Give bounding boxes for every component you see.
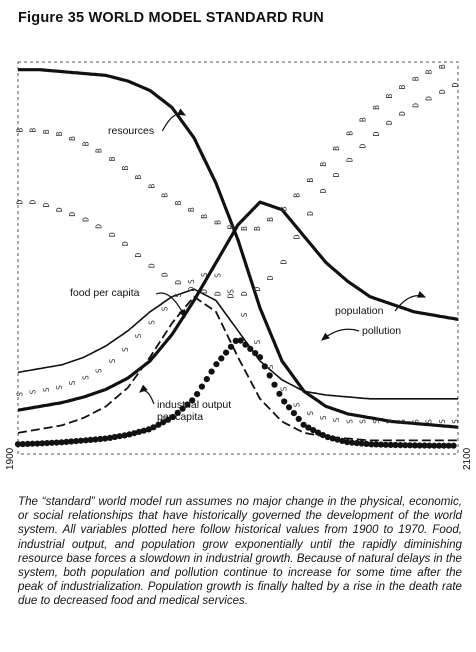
series-b-marker: B bbox=[41, 129, 51, 135]
series-b-marker: B bbox=[81, 141, 91, 147]
series-pollution-point bbox=[204, 376, 210, 382]
series-b-marker: B bbox=[398, 84, 408, 90]
series-s-marker: S bbox=[253, 339, 262, 345]
series-b-marker: B bbox=[94, 148, 104, 154]
series-b-marker: B bbox=[292, 192, 302, 198]
series-pollution-point bbox=[213, 361, 219, 367]
series-s-marker: S bbox=[187, 279, 196, 285]
annotation-resources-label: resources bbox=[108, 125, 155, 137]
series-b-marker: B bbox=[55, 131, 64, 137]
series-b-marker: B bbox=[279, 206, 289, 212]
series-pollution-point bbox=[281, 398, 287, 404]
series-b-marker: B bbox=[437, 64, 447, 70]
figure-title: Figure 35 WORLD MODEL STANDARD RUN bbox=[18, 10, 324, 26]
annotation-per-capita-label: per capita bbox=[157, 411, 204, 423]
series-s-marker: S bbox=[107, 358, 117, 364]
series-pollution-point bbox=[271, 382, 277, 388]
series-d-marker: D bbox=[305, 211, 315, 216]
annotation-population-arrow bbox=[395, 296, 425, 311]
series-d-marker: D bbox=[226, 293, 236, 299]
series-s-marker: S bbox=[411, 419, 421, 424]
series-pollution-point bbox=[252, 350, 258, 356]
series-pollution-point bbox=[286, 404, 292, 410]
series-d-marker: D bbox=[437, 89, 447, 95]
series-s-marker: S bbox=[15, 391, 25, 397]
letter-marker-layer bbox=[15, 64, 460, 449]
series-b-marker: B bbox=[371, 105, 381, 110]
series-s-marker: S bbox=[173, 292, 183, 298]
series-s-marker: S bbox=[345, 419, 355, 424]
series-b-marker: B bbox=[213, 220, 223, 225]
series-pollution-point bbox=[291, 410, 297, 416]
series-d-marker: D bbox=[15, 199, 25, 205]
series-d-marker: D bbox=[134, 252, 144, 258]
annotation-pollution-arrow bbox=[322, 329, 359, 340]
series-d-marker: D bbox=[385, 120, 394, 126]
annotation-population-label: population bbox=[335, 305, 384, 317]
annotation-food-per-capita-label: food per capita bbox=[70, 287, 140, 299]
series-d-marker: D bbox=[358, 143, 368, 149]
series-s-marker: S bbox=[319, 415, 328, 421]
series-pollution-point bbox=[296, 416, 302, 422]
series-b-marker: B bbox=[134, 174, 144, 180]
series-b-marker: B bbox=[226, 224, 236, 230]
series-s-marker: S bbox=[81, 375, 91, 381]
series-s-marker: S bbox=[28, 389, 38, 395]
series-pollution-point bbox=[242, 342, 248, 348]
series-b-marker: B bbox=[345, 130, 355, 136]
series-s-marker: S bbox=[371, 419, 381, 424]
series-pollution-point bbox=[218, 355, 224, 361]
series-d-marker: D bbox=[345, 157, 355, 163]
series-d-marker: D bbox=[41, 202, 51, 208]
series-d-marker: D bbox=[319, 188, 328, 194]
series-d-marker: D bbox=[94, 223, 104, 229]
series-d-marker: D bbox=[292, 234, 302, 240]
series-d-marker: D bbox=[160, 272, 170, 278]
series-pollution-point bbox=[223, 350, 229, 356]
series-s-marker: S bbox=[134, 333, 144, 339]
series-d-marker: D bbox=[266, 275, 276, 281]
series-b-marker: B bbox=[200, 214, 210, 219]
x-axis-end-label: 2100 bbox=[462, 447, 473, 470]
series-pollution-point bbox=[194, 391, 200, 397]
series-s-marker: S bbox=[94, 368, 104, 374]
series-b-marker: B bbox=[239, 226, 249, 232]
series-s-marker: S bbox=[266, 364, 276, 370]
series-b-marker: B bbox=[424, 69, 434, 75]
series-b-marker: B bbox=[160, 192, 170, 198]
series-d-marker: D bbox=[424, 96, 434, 101]
series-b-marker: B bbox=[15, 127, 25, 133]
series-pollution-point bbox=[257, 354, 263, 360]
series-d-marker: D bbox=[187, 286, 196, 292]
series-s-marker: S bbox=[147, 319, 157, 325]
series-s-marker: S bbox=[385, 419, 394, 424]
series-s-marker: S bbox=[398, 419, 408, 424]
x-axis-start-label: 1900 bbox=[5, 447, 16, 470]
series-d-marker: D bbox=[81, 217, 91, 222]
series-s-marker: S bbox=[279, 386, 289, 392]
series-s-marker: S bbox=[68, 380, 78, 386]
series-s-marker: S bbox=[200, 272, 210, 278]
series-d-marker: D bbox=[55, 207, 64, 213]
series-b-marker: B bbox=[385, 93, 394, 99]
series-s-marker: S bbox=[213, 273, 223, 278]
series-industrial-output-per-capita-line bbox=[18, 297, 458, 441]
series-b-marker: B bbox=[107, 156, 117, 162]
series-pollution-point bbox=[247, 346, 253, 352]
series-b-marker: B bbox=[332, 145, 342, 151]
series-s-marker: S bbox=[332, 417, 342, 423]
series-d-marker: D bbox=[107, 232, 117, 238]
series-b-marker: B bbox=[28, 127, 38, 133]
series-pollution-point bbox=[238, 338, 244, 344]
series-s-marker: S bbox=[358, 419, 368, 424]
series-d-marker: D bbox=[121, 241, 130, 247]
annotation-industrial-output-label: industrial output bbox=[157, 399, 232, 411]
series-pollution-point bbox=[267, 372, 273, 378]
series-d-marker: D bbox=[253, 286, 262, 292]
series-d-marker: D bbox=[451, 82, 460, 88]
annotation-industrial-output-arrow bbox=[140, 391, 154, 405]
series-b-marker: B bbox=[305, 177, 315, 183]
series-b-marker: B bbox=[358, 117, 368, 123]
series-s-marker: S bbox=[451, 419, 460, 424]
series-pollution-point bbox=[199, 384, 205, 390]
annotation-pollution-label: pollution bbox=[362, 325, 402, 337]
series-d-marker: D bbox=[239, 291, 249, 297]
series-d-marker: D bbox=[68, 211, 78, 217]
series-d-marker: D bbox=[332, 172, 342, 178]
series-pollution-point bbox=[451, 443, 457, 449]
series-b-marker: B bbox=[319, 161, 328, 167]
series-s-marker: S bbox=[239, 312, 249, 318]
series-s-marker: S bbox=[424, 419, 434, 424]
series-s-marker: S bbox=[55, 385, 64, 390]
series-d-marker: D bbox=[173, 279, 183, 285]
series-d-marker: D bbox=[398, 111, 408, 117]
series-s-marker: S bbox=[160, 306, 170, 312]
series-d-marker: D bbox=[200, 288, 210, 294]
series-b-marker: B bbox=[68, 136, 78, 142]
series-d-marker: D bbox=[411, 102, 421, 108]
series-s-marker: S bbox=[292, 402, 302, 408]
series-b-marker: B bbox=[147, 183, 157, 189]
series-s-marker: S bbox=[226, 288, 236, 294]
series-b-marker: B bbox=[266, 217, 276, 222]
series-b-marker: B bbox=[187, 207, 196, 213]
series-b-marker: B bbox=[121, 165, 130, 171]
series-d-marker: D bbox=[213, 291, 223, 297]
series-d-marker: D bbox=[28, 199, 38, 205]
series-pollution-point bbox=[228, 344, 234, 350]
series-s-marker: S bbox=[437, 419, 447, 424]
series-b-marker: B bbox=[173, 200, 183, 206]
series-d-marker: D bbox=[147, 263, 157, 269]
series-s-marker: S bbox=[121, 347, 130, 353]
figure-caption: The “standard” world model run assumes no major change in the physical, economic, or social relationships that have historically governed the development of the world system. All variables plotted here follow historical values from 1900 to 1970. Food, industrial output, and population grow exponentially until the rapidly diminishing resource base forces a slowdown in industrial growth. Because of natural delays in the system, both population and pollution continue to increase for some time after the peak of industrialization. Population growth is finally halted by a rise in the death rate due to decreased food and medical services. bbox=[18, 495, 462, 608]
series-b-marker: B bbox=[253, 226, 262, 232]
series-pollution-point bbox=[209, 369, 215, 375]
series-s-marker: S bbox=[41, 387, 51, 393]
series-d-marker: D bbox=[279, 259, 289, 265]
series-s-marker: S bbox=[305, 410, 315, 416]
series-b-marker: B bbox=[411, 76, 421, 82]
series-d-marker: D bbox=[371, 131, 381, 137]
